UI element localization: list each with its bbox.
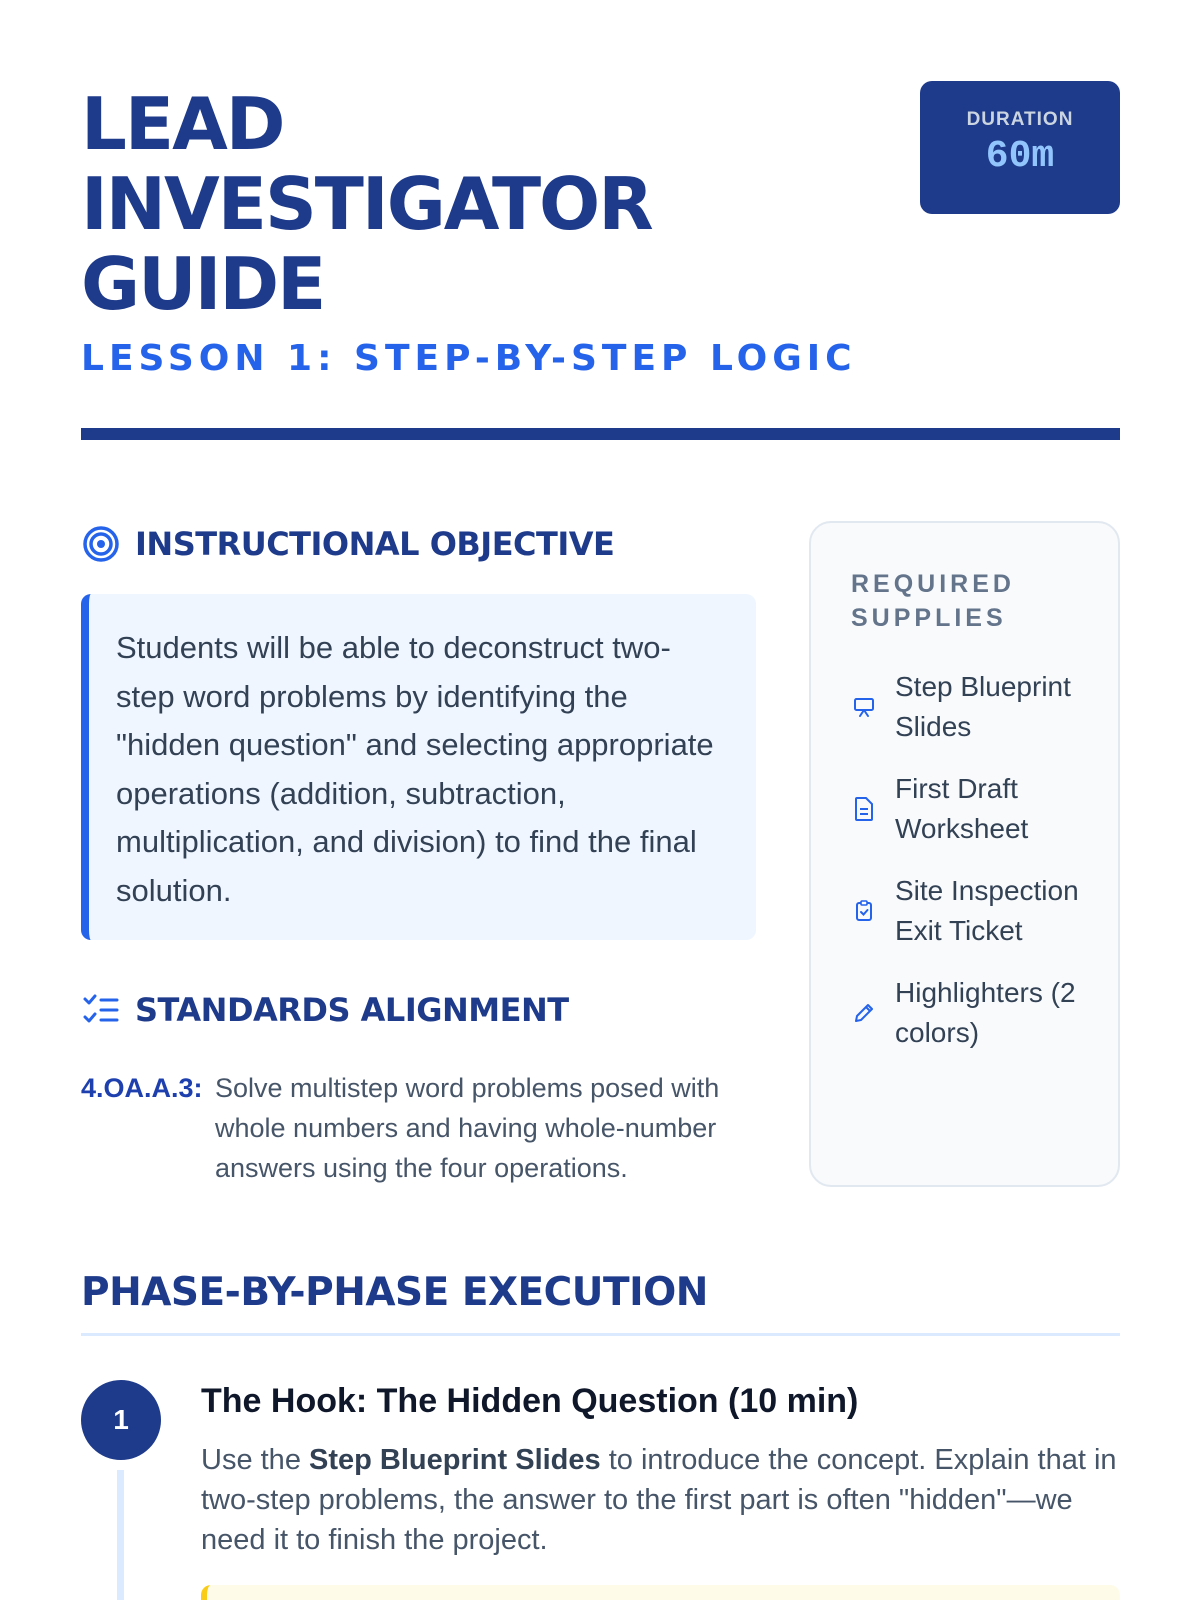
page-title	[81, 84, 841, 324]
title-line: GUIDE	[81, 242, 325, 326]
objective-heading-label: INSTRUCTIONAL OBJECTIVE	[135, 525, 615, 563]
clipboard-check-icon	[851, 899, 877, 923]
pencil-icon	[851, 1001, 877, 1025]
duration-value: 60m	[985, 135, 1055, 178]
step-callout	[201, 1585, 1120, 1600]
title-line: INVESTIGATOR	[81, 162, 652, 246]
supply-item	[851, 871, 1088, 951]
supply-label: Highlighters (2 colors)	[895, 977, 1076, 1048]
phases-heading: PHASE-BY-PHASE EXECUTION	[81, 1270, 708, 1315]
lesson-subtitle: LESSON 1: STEP-BY-STEP LOGIC	[81, 338, 857, 379]
checklist-icon	[81, 990, 121, 1030]
step-connector	[117, 1470, 124, 1600]
header-divider	[81, 428, 1120, 440]
document-icon	[851, 796, 877, 822]
standard-description: Solve multistep word problems posed with whole numbers and having whole-number answers using the four operations.	[215, 1073, 720, 1183]
step-number-badge: 1	[81, 1380, 161, 1460]
standards-heading-label: STANDARDS ALIGNMENT	[135, 991, 569, 1029]
standard-code: 4.OA.A.3:	[81, 1073, 203, 1103]
supplies-panel	[809, 521, 1120, 1187]
supply-label: Step Blueprint Slides	[895, 671, 1071, 742]
objective-heading	[81, 524, 614, 564]
supply-item	[851, 973, 1088, 1053]
step-body-emphasis: Step Blueprint Slides	[309, 1444, 601, 1476]
step-body-prefix: Use the	[201, 1444, 309, 1476]
duration-label: DURATION	[966, 109, 1074, 130]
title-line: LEAD	[81, 82, 284, 166]
supply-label: Site Inspection Exit Ticket	[895, 875, 1079, 946]
step-description	[201, 1440, 1126, 1560]
supply-item	[851, 769, 1088, 849]
phases-divider	[81, 1333, 1120, 1336]
standard-item	[81, 1068, 761, 1188]
supply-item	[851, 667, 1088, 747]
duration-badge	[920, 81, 1120, 214]
objective-text: Students will be able to deconstruct two-step word problems by identifying the "hidden question" and selecting appropriate operations (addition, subtraction, multiplication, and division) to find the final solution.	[81, 594, 756, 940]
target-icon	[81, 524, 121, 564]
step-body-suffix: to introduce the concept. Explain that in two-step problems, the answer to the first part is often "hidden"—we need it to finish the project.	[201, 1444, 1117, 1556]
step-title: The Hook: The Hidden Question (10 min)	[201, 1382, 859, 1420]
presentation-icon	[851, 695, 877, 719]
supplies-heading: REQUIRED SUPPLIES	[851, 570, 1015, 632]
standards-heading	[81, 990, 569, 1030]
supply-label: First Draft Worksheet	[895, 773, 1029, 844]
